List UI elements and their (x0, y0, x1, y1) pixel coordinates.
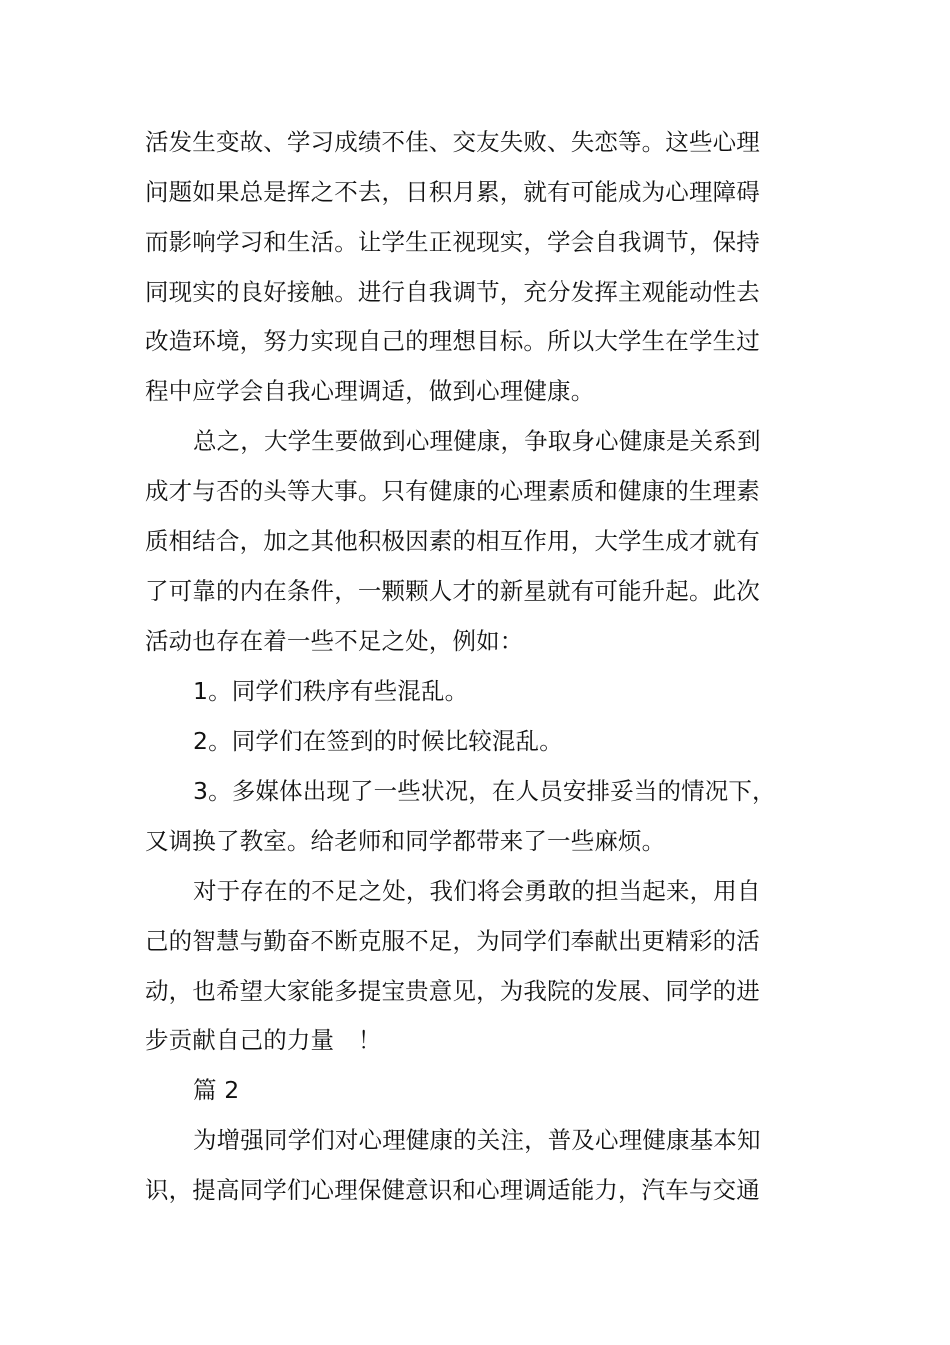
body-text-line: 动，也希望大家能多提宝贵意见，为我院的发展、同学的进 (145, 977, 760, 1005)
body-text-line: 质相结合，加之其他积极因素的相互作用，大学生成才就有 (145, 527, 760, 555)
list-item: 1。同学们秩序有些混乱。 (193, 677, 469, 705)
list-item: 2。同学们在签到的时候比较混乱。 (193, 727, 563, 755)
body-text-line: 了可靠的内在条件，一颗颗人才的新星就有可能升起。此次 (145, 577, 760, 605)
body-text-line: 己的智慧与勤奋不断克服不足，为同学们奉献出更精彩的活 (145, 927, 760, 955)
body-text-line: 识，提高同学们心理保健意识和心理调适能力，汽车与交通 (145, 1176, 760, 1204)
paragraph-first-line: 总之，大学生要做到心理健康，争取身心健康是关系到 (193, 427, 761, 455)
list-item: 3。多媒体出现了一些状况，在人员安排妥当的情况下， (193, 777, 776, 805)
body-text-line: 问题如果总是挥之不去，日积月累，就有可能成为心理障碍 (145, 178, 760, 206)
paragraph-first-line: 为增强同学们对心理健康的关注，普及心理健康基本知 (193, 1126, 761, 1154)
body-text-line: 同现实的良好接触。进行自我调节，充分发挥主观能动性去 (145, 278, 760, 306)
paragraph-first-line: 对于存在的不足之处，我们将会勇敢的担当起来，用自 (193, 877, 761, 905)
body-text-line: 成才与否的头等大事。只有健康的心理素质和健康的生理素 (145, 477, 760, 505)
body-text-line: 活动也存在着一些不足之处，例如： (145, 627, 524, 655)
body-text-line: 而影响学习和生活。让学生正视现实，学会自我调节，保持 (145, 228, 760, 256)
body-text-line: 活发生变故、学习成绩不佳、交友失败、失恋等。这些心理 (145, 128, 760, 156)
section-heading: 篇 2 (193, 1076, 240, 1104)
body-text-line: 步贡献自己的力量 ！ (145, 1026, 382, 1054)
body-text-line: 改造环境，努力实现自己的理想目标。所以大学生在学生过 (145, 327, 760, 355)
body-text-line: 程中应学会自我心理调适，做到心理健康。 (145, 377, 595, 405)
list-item-continuation: 又调换了教室。给老师和同学都带来了一些麻烦。 (145, 827, 666, 855)
